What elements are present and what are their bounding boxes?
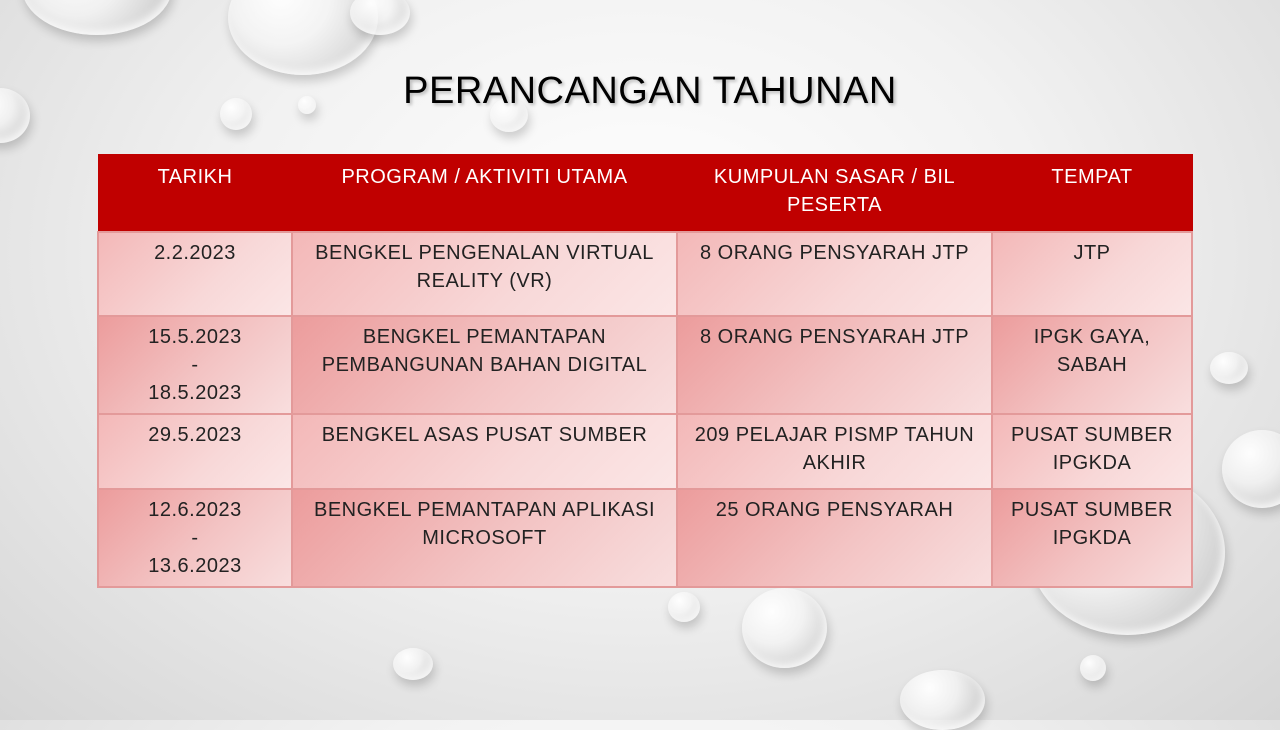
cell-program: BENGKEL PEMANTAPAN PEMBANGUNAN BAHAN DIGITAL bbox=[292, 316, 677, 414]
cell-target-group: 209 PELAJAR PISMP TAHUN AKHIR bbox=[677, 414, 992, 489]
cell-program: BENGKEL PENGENALAN VIRTUAL REALITY (VR) bbox=[292, 232, 677, 316]
water-droplet-decoration bbox=[393, 648, 433, 680]
table-row bbox=[98, 414, 1192, 489]
date-line: 13.6.2023 bbox=[148, 555, 242, 577]
header-target-group: KUMPULAN SASAR / BIL PESERTA bbox=[677, 155, 992, 233]
table-row bbox=[98, 316, 1192, 414]
header-date: TARIKH bbox=[98, 155, 292, 233]
cell-date bbox=[98, 489, 292, 587]
cell-program: BENGKEL ASAS PUSAT SUMBER bbox=[292, 414, 677, 489]
cell-venue: JTP bbox=[992, 232, 1192, 316]
cell-venue: IPGK GAYA, SABAH bbox=[992, 316, 1192, 414]
water-droplet-decoration bbox=[668, 592, 700, 622]
cell-venue: PUSAT SUMBER IPGKDA bbox=[992, 414, 1192, 489]
date-separator: - bbox=[191, 527, 199, 549]
cell-target-group: 8 ORANG PENSYARAH JTP bbox=[677, 232, 992, 316]
water-droplet-decoration bbox=[22, 0, 172, 35]
cell-date bbox=[98, 414, 292, 489]
water-droplet-decoration bbox=[1222, 430, 1280, 508]
cell-venue: PUSAT SUMBER IPGKDA bbox=[992, 489, 1192, 587]
cell-program: BENGKEL PEMANTAPAN APLIKASI MICROSOFT bbox=[292, 489, 677, 587]
date-separator: - bbox=[191, 354, 199, 376]
water-droplet-decoration bbox=[1210, 352, 1248, 384]
date-line: 18.5.2023 bbox=[148, 382, 242, 404]
cell-date bbox=[98, 232, 292, 316]
table-row bbox=[98, 232, 1192, 316]
water-droplet-decoration bbox=[742, 588, 827, 668]
date-line: 29.5.2023 bbox=[148, 424, 242, 446]
date-line: 12.6.2023 bbox=[148, 499, 242, 521]
date-line: 2.2.2023 bbox=[154, 242, 236, 264]
header-program: PROGRAM / AKTIVITI UTAMA bbox=[292, 155, 677, 233]
cell-date bbox=[98, 316, 292, 414]
header-venue: TEMPAT bbox=[992, 155, 1192, 233]
slide-title: PERANCANGAN TAHUNAN bbox=[403, 70, 897, 112]
date-line: 15.5.2023 bbox=[148, 326, 242, 348]
cell-target-group: 8 ORANG PENSYARAH JTP bbox=[677, 316, 992, 414]
water-droplet-decoration bbox=[900, 670, 985, 730]
water-droplet-decoration bbox=[1080, 655, 1106, 681]
table-header-row bbox=[98, 155, 1192, 233]
annual-plan-table bbox=[97, 154, 1193, 588]
cell-target-group: 25 ORANG PENSYARAH bbox=[677, 489, 992, 587]
table-row bbox=[98, 489, 1192, 587]
